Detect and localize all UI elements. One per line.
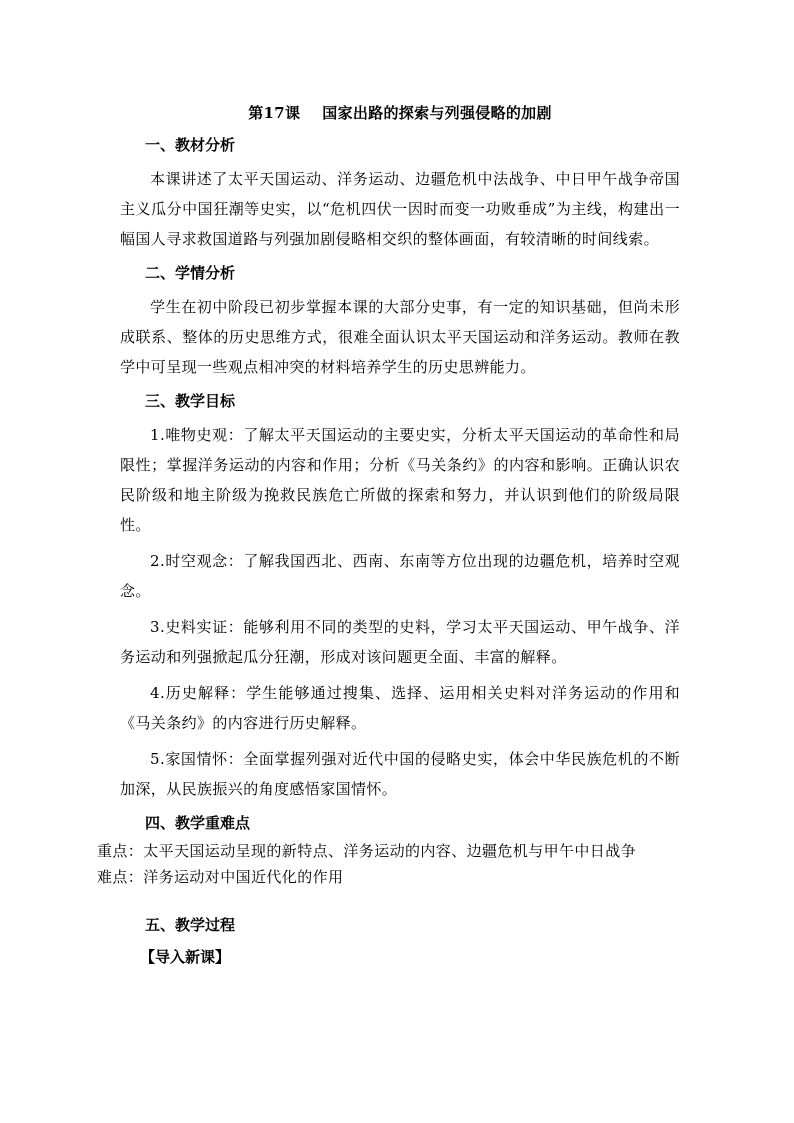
key-point-text: 重点：太平天国运动呈现的新特点、洋务运动的内容、边疆危机与甲午中日战争 [97,842,637,860]
difficult-point-text: 难点：洋务运动对中国近代化的作用 [97,868,344,886]
textbook-analysis-paragraph: 本课讲述了太平天国运动、洋务运动、边疆危机中法战争、中日甲午战争帝国主义瓜分中国狂潮等史实，以“危机四伏一因时而变一功败垂成”为主线，构建出一幅国人寻求救国道路与列强加剧侵略相交织的整体画面，有较清晰的时间线索。 [120,170,680,248]
section-heading-teaching-process: 五、教学过程 [145,916,236,934]
teaching-goal-item: 3.史料实证：能够利用不同的类型的史料，学习太平天国运动、甲午战争、洋务运动和列强掀起瓜分狂潮，形成对该问题更全面、丰富的解释。 [120,618,680,666]
teaching-process-block [120,912,680,970]
teaching-goal-item: 4.历史解释：学生能够通过搜集、选择、运用相关史料对洋务运动的作用和《马关条约》的内容进行历史解释。 [120,684,680,732]
lesson-number: 第17课 [248,104,301,122]
document-content [120,100,680,842]
student-analysis-paragraph: 学生在初中阶段已初步掌握本课的大部分史事，有一定的知识基础，但尚未形成联系、整体的历史思维方式，很难全面认识太平天国运动和洋务运动。教师在教学中可呈现一些观点相冲突的材料培养学生的历史思辨能力。 [120,298,680,376]
lesson-name: 国家出路的探索与列强侵略的加剧 [322,104,552,122]
teaching-goal-item: 1.唯物史观：了解太平天国运动的主要史实，分析太平天国运动的革命性和局限性；掌握洋务运动的内容和作用；分析《马关条约》的内容和影响。正确认识农民阶级和地主阶级为挽救民族危亡所做的探索和努力，并认识到他们的阶级局限性。 [120,426,680,534]
section-heading-textbook-analysis: 一、教材分析 [145,136,236,154]
intro-new-lesson-heading: 【导入新课】 [140,948,231,966]
teaching-goal-item: 2.时空观念：了解我国西北、西南、东南等方位出现的边疆危机，培养时空观念。 [120,552,680,600]
section-heading-teaching-goals: 三、教学目标 [145,392,236,410]
section-heading-student-analysis: 二、学情分析 [145,264,236,282]
lesson-title [120,100,680,126]
key-points-block [97,838,697,890]
section-heading-key-difficult-points: 四、教学重难点 [145,814,251,832]
teaching-goal-item: 5.家国情怀：全面掌握列强对近代中国的侵略史实，体会中华民族危机的不断加深，从民族振兴的角度感悟家国情怀。 [120,750,680,798]
